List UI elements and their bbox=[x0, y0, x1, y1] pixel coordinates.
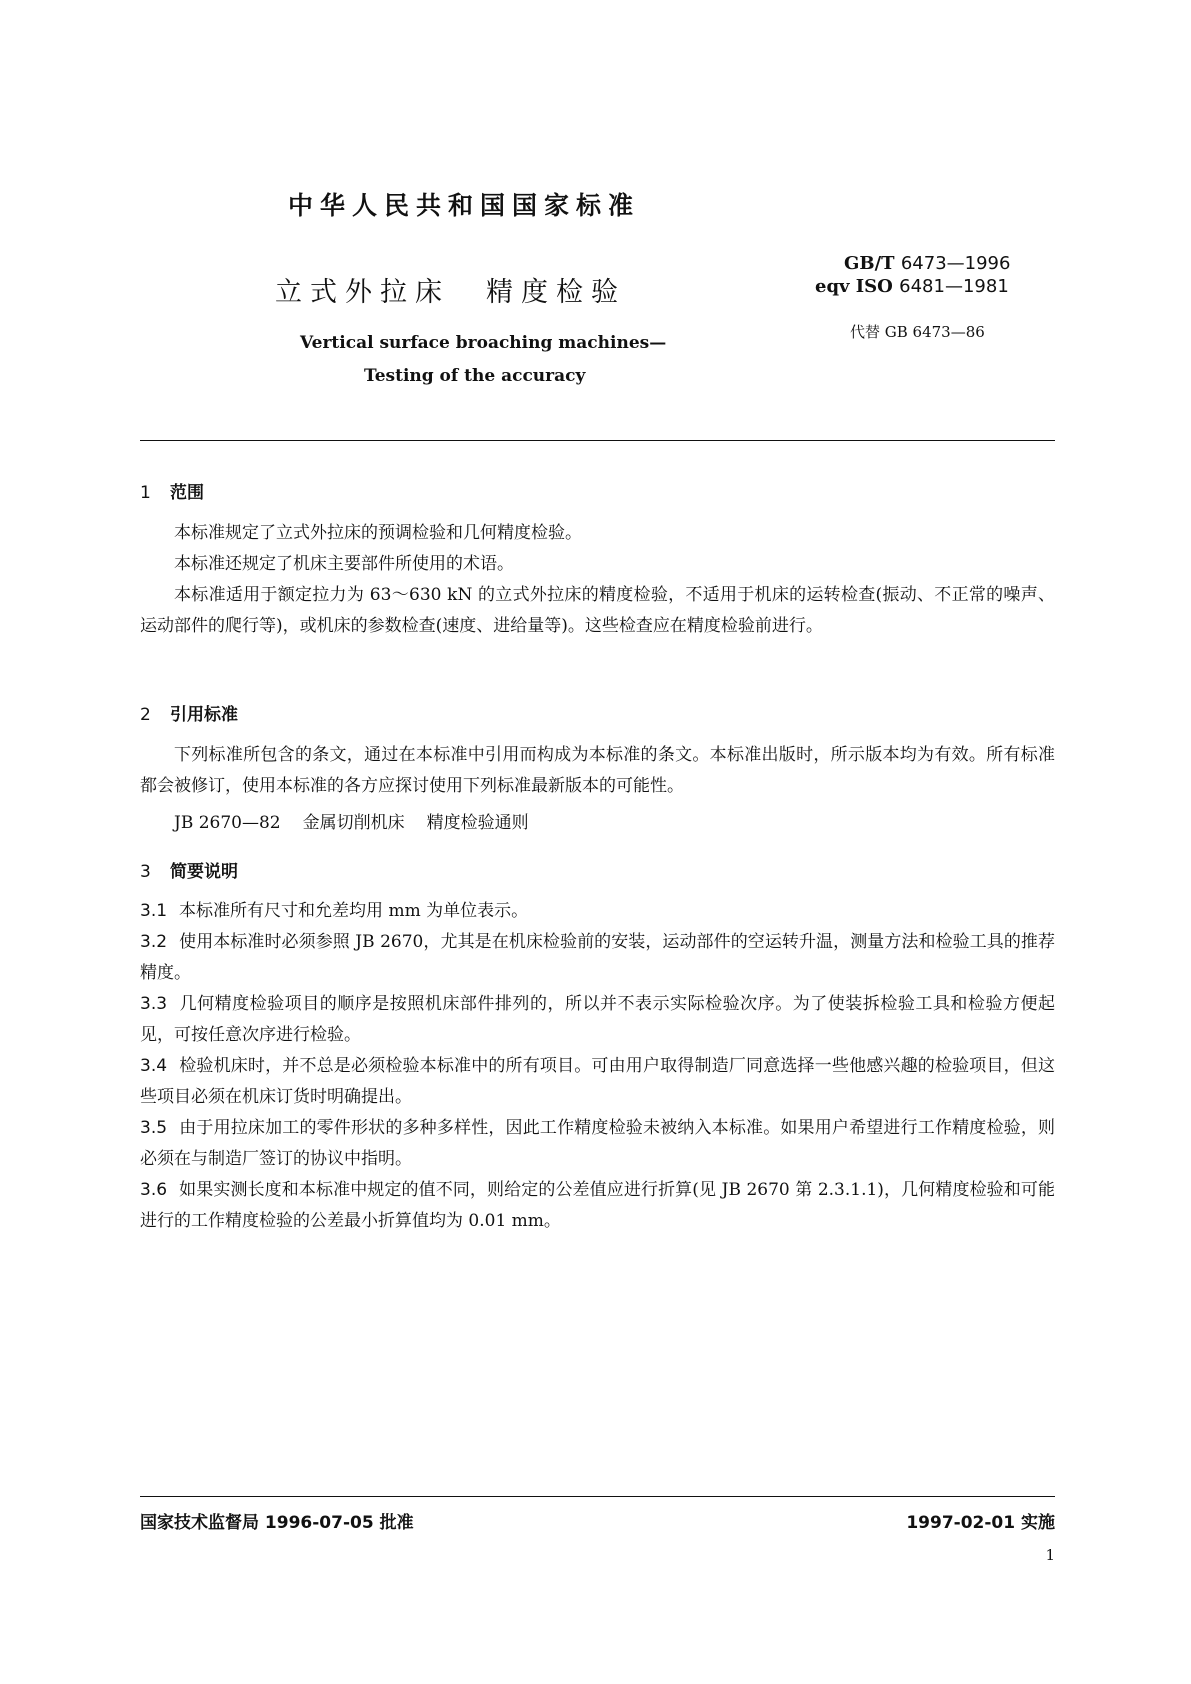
section-2-paragraph-1: 下列标准所包含的条文，通过在本标准中引用而构成为本标准的条文。本标准出版时，所示版本均为有效。所有标准都会被修订，使用本标准的各方应探讨使用下列标准最新版本的可能性。 bbox=[140, 745, 1055, 796]
clause-number: 3.1 bbox=[140, 901, 168, 921]
standard-number bbox=[844, 253, 1010, 274]
clause-number: 3.2 bbox=[140, 932, 168, 952]
clause-text: 由于用拉床加工的零件形状的多种多样性，因此工作精度检验未被纳入本标准。如果用户希望进行工作精度检验，则必须在与制造厂签订的协议中指明。 bbox=[140, 1118, 1055, 1169]
section-2-number: 2 bbox=[140, 705, 151, 725]
clause-text: 几何精度检验项目的顺序是按照机床部件排列的，所以并不表示实际检验次序。为了使装拆检验工具和检验方便起见，可按任意次序进行检验。 bbox=[140, 994, 1055, 1045]
section-1-paragraph-1: 本标准规定了立式外拉床的预调检验和几何精度检验。 bbox=[174, 523, 582, 543]
section-3-number: 3 bbox=[140, 862, 151, 882]
standard-code: 6473—1996 bbox=[900, 253, 1011, 274]
clause-3-6 bbox=[140, 1175, 1055, 1237]
clause-3-2 bbox=[140, 927, 1055, 989]
equivalent-standard bbox=[815, 276, 1009, 297]
title-cn-part2: 精度检验 bbox=[486, 277, 626, 308]
section-1-title: 范围 bbox=[170, 483, 204, 503]
clause-text: 使用本标准时必须参照 JB 2670，尤其是在机床检验前的安装，运动部件的空运转升温，测量方法和检验工具的推荐精度。 bbox=[140, 932, 1055, 983]
section-1-heading bbox=[140, 478, 204, 503]
page-number: 1 bbox=[1045, 1546, 1055, 1564]
section-2-heading bbox=[140, 700, 238, 725]
referenced-standard-code: JB 2670—82 bbox=[174, 813, 281, 833]
clause-number: 3.5 bbox=[140, 1118, 168, 1138]
clause-3-3 bbox=[140, 989, 1055, 1051]
document-title-en-line2: Testing of the accuracy bbox=[364, 366, 586, 386]
clause-3-1 bbox=[140, 896, 1055, 927]
section-1-paragraph-2: 本标准还规定了机床主要部件所使用的术语。 bbox=[174, 554, 514, 574]
equivalent-prefix: eqv ISO bbox=[815, 276, 893, 297]
clause-text: 如果实测长度和本标准中规定的值不同，则给定的公差值应进行折算(见 JB 2670 第 2.3.1.1)，几何精度检验和可能进行的工作精度检验的公差最小折算值均为 0.01 mm。 bbox=[140, 1180, 1055, 1231]
approval-date: 国家技术监督局 1996-07-05 批准 bbox=[140, 1513, 414, 1533]
document-title-en-line1: Vertical surface broaching machines— bbox=[300, 333, 667, 353]
document-title-cn bbox=[275, 270, 626, 309]
clause-number: 3.6 bbox=[140, 1180, 168, 1200]
section-1-paragraph-3: 本标准适用于额定拉力为 63～630 kN 的立式外拉床的精度检验，不适用于机床的运转检查(振动、不正常的噪声、运动部件的爬行等)，或机床的参数检查(速度、进给量等)。这些检查应在精度检验前进行。 bbox=[140, 585, 1055, 636]
clause-number: 3.3 bbox=[140, 994, 168, 1014]
clause-3-4 bbox=[140, 1051, 1055, 1113]
clause-number: 3.4 bbox=[140, 1056, 168, 1076]
section-3-heading bbox=[140, 857, 238, 882]
referenced-standard bbox=[174, 808, 529, 833]
clause-text: 检验机床时，并不总是必须检验本标准中的所有项目。可由用户取得制造厂同意选择一些他感兴趣的检验项目，但这些项目必须在机床订货时明确提出。 bbox=[140, 1056, 1055, 1107]
standard-prefix: GB/T bbox=[844, 253, 895, 274]
equivalent-code: 6481—1981 bbox=[899, 276, 1009, 297]
national-standard-heading: 中华人民共和国国家标准 bbox=[288, 191, 641, 220]
clause-3-5 bbox=[140, 1113, 1055, 1175]
header-divider bbox=[140, 440, 1055, 441]
effective-date: 1997-02-01 实施 bbox=[906, 1513, 1055, 1533]
title-cn-part1: 立式外拉床 bbox=[275, 277, 450, 308]
replaces-note: 代替 GB 6473—86 bbox=[850, 323, 985, 341]
footer-divider bbox=[140, 1496, 1055, 1497]
clause-text: 本标准所有尺寸和允差均用 mm 为单位表示。 bbox=[179, 901, 529, 921]
section-2-title: 引用标准 bbox=[170, 705, 238, 725]
section-3-title: 简要说明 bbox=[170, 862, 238, 882]
referenced-standard-title-1: 金属切削机床 bbox=[302, 813, 405, 833]
referenced-standard-title-2: 精度检验通则 bbox=[426, 813, 529, 833]
section-1-number: 1 bbox=[140, 483, 151, 503]
